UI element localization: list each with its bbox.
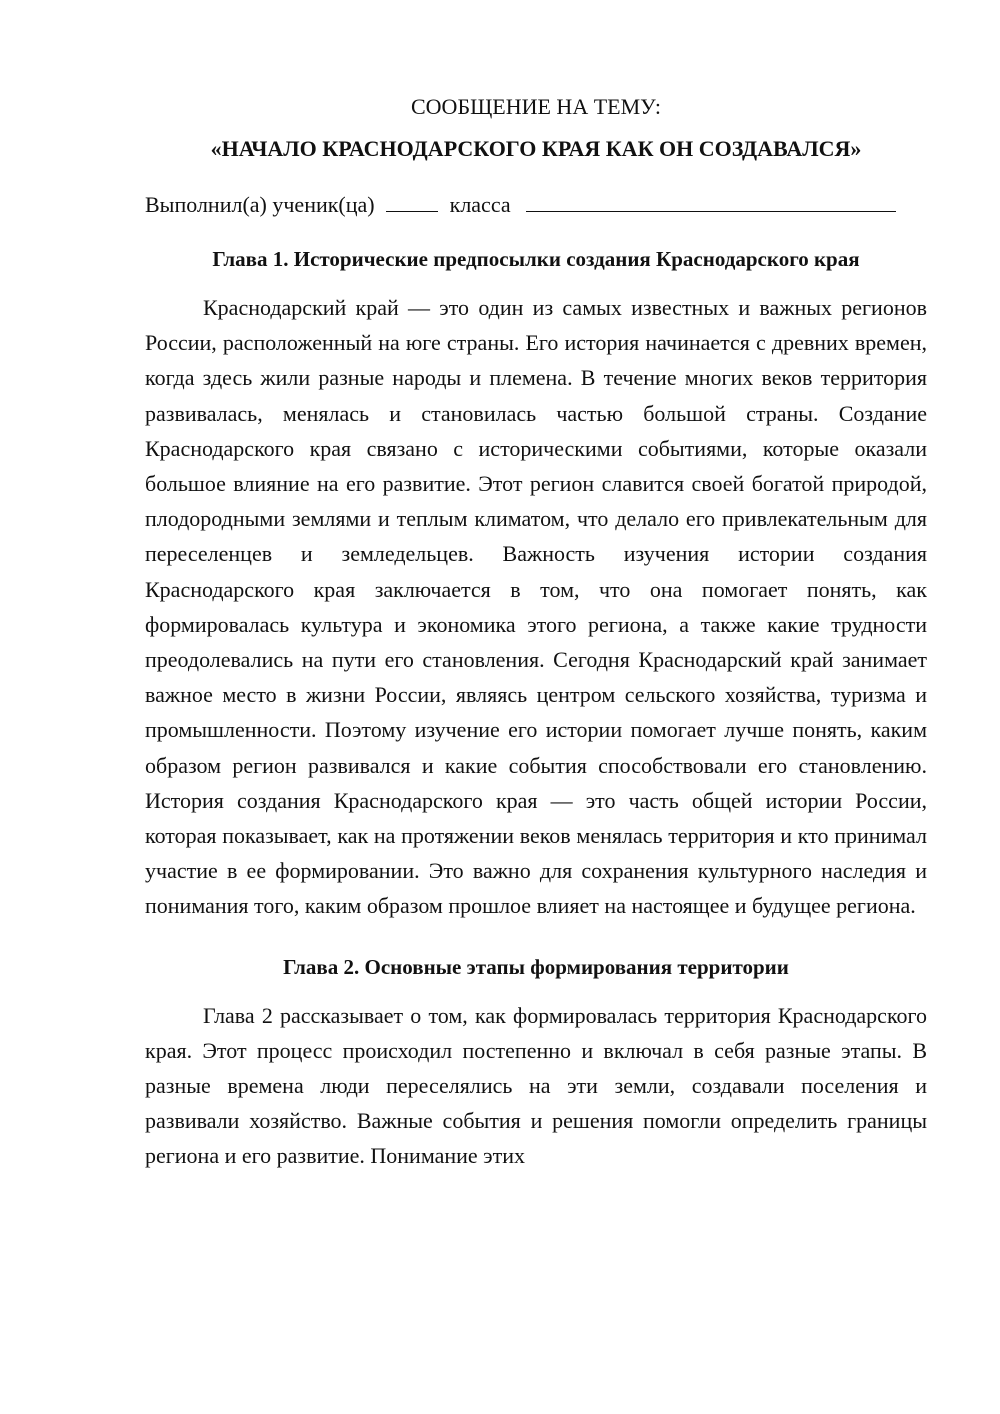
name-blank <box>526 189 896 212</box>
chapter-2-heading: Глава 2. Основные этапы формирования территории <box>283 954 789 979</box>
grade-blank <box>386 189 438 212</box>
performer-label: Выполнил(а) ученик(ца) <box>145 192 375 217</box>
document-topic-title: «НАЧАЛО КРАСНОДАРСКОГО КРАЯ КАК ОН СОЗДАВАЛСЯ» <box>210 136 862 161</box>
document-page <box>145 92 927 1174</box>
chapter-2-paragraph: Глава 2 рассказывает о том, как формировалась территория Краснодарского края. Этот процесс происходил постепенно и включал в себя разные этапы. В разные времена люди переселялись на эти земли, создавали поселения и развивали хозяйство. Важные события и решения помогли определить границы региона и его развитие. Понимание этих <box>145 1002 927 1169</box>
class-label: класса <box>449 192 511 217</box>
chapter-1-heading: Глава 1. Исторические предпосылки создания Краснодарского края <box>212 247 860 271</box>
chapter-1-paragraph: Краснодарский край — это один из самых известных и важных регионов России, расположенный на юге страны. Его история начинается с древних времен, когда здесь жили разные народы и племена. В течение многих веков территория развивалась, менялась и становилась частью большой страны. Создание Краснодарского края связано с историческими событиями, которые оказали большое влияние на его развитие. Этот регион славится своей богатой природой, плодородными землями и теплым климатом, что делало его привлекательным для переселенцев и земледельцев. Важность изучения истории создания Краснодарского края заключается в том, что она помогает понять, как формировалась культура и экономика этого региона, а также какие трудности преодолевались на пути его становления. Сегодня Краснодарский край занимает важное место в жизни России, являясь центром сельского хозяйства, туризма и промышленности. Поэтому изучение его истории помогает лучше понять, каким образом регион развивался и какие события способствовали его становлению. История создания Краснодарского края — это часть общей истории России, которая показывает, как на протяжении веков менялась территория и кто принимал участие в ее формировании. Это важно для сохранения культурного наследия и понимания того, каким образом прошлое влияет на настоящее и будущее региона. <box>145 295 927 919</box>
document-title-line: СООБЩЕНИЕ НА ТЕМУ: <box>411 94 661 119</box>
performer-line <box>145 189 927 220</box>
